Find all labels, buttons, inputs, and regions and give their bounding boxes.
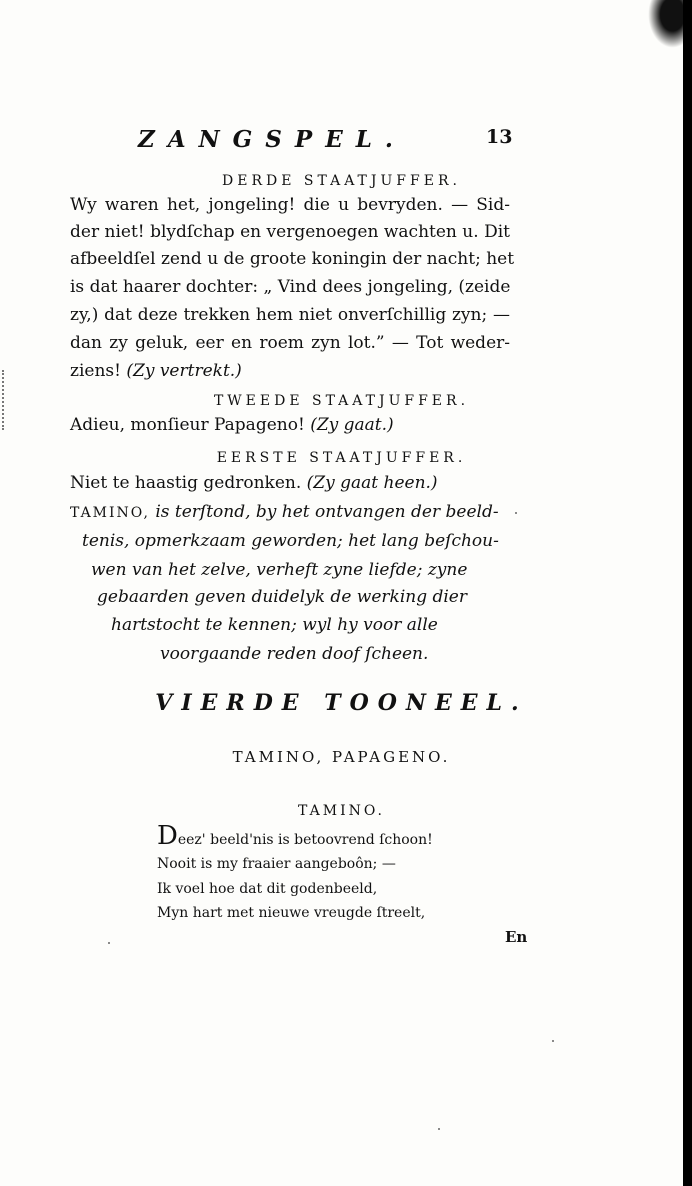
page-edge [683, 0, 692, 1186]
text-line [70, 473, 438, 493]
speaker-heading: TWEEDE STAATJUFFER. [213, 393, 470, 409]
running-title: ZANGSPEL. [138, 126, 406, 153]
text-line [70, 415, 394, 435]
drop-cap: D [157, 821, 178, 851]
page-number: 13 [486, 126, 513, 148]
verse-text: eez' beeld'nis is betoovrend ſchoon! [177, 832, 433, 848]
speck [438, 1128, 440, 1130]
stage-direction: (Zy gaat.) [310, 415, 394, 435]
speck [515, 512, 517, 514]
stage-direction: hartstocht te kennen; wyl hy voor alle [111, 615, 438, 635]
verse-line: Nooit is my fraaier aangeboôn; — [157, 856, 396, 872]
stage-direction: gebaarden geven duidelyk de werking dier [97, 587, 467, 607]
text-line: is dat haarer dochter: „ Vind dees jongeling, (zeide [70, 277, 511, 297]
stage-direction: (Zy vertrekt.) [126, 361, 242, 381]
catchword: En [505, 928, 528, 946]
scene-title: VIERDE TOONEEL. [155, 690, 528, 716]
verse-line: Ik voel hoe dat dit godenbeeld, [157, 881, 378, 897]
text-line: zy,) dat deze trekken hem niet onverſchillig zyn; — [70, 305, 510, 325]
text-line [70, 361, 242, 381]
speech-text: Niet te haastig gedronken. [70, 473, 302, 493]
verse-line: Myn hart met nieuwe vreugde ſtreelt, [157, 905, 426, 921]
text-line: der niet! blydſchap en vergenoegen wachten u. Dit [70, 222, 510, 242]
stage-direction: voorgaande reden doof ſcheen. [160, 644, 429, 664]
speech-text: Adieu, monſieur Papageno! [70, 415, 305, 435]
text-line: afbeeldſel zend u de groote koningin der nacht; het [70, 249, 515, 269]
verse-line [157, 821, 433, 851]
speck [108, 942, 110, 944]
speaker-heading: TAMINO. [298, 803, 385, 819]
ink-blot [648, 0, 683, 48]
character-name: TAMINO, [70, 505, 150, 521]
speech-text: ziens! [70, 361, 121, 381]
text-line: dan zy geluk, eer en roem zyn lot.” — Tot weder- [70, 333, 510, 353]
speaker-heading: EERSTE STAATJUFFER. [216, 450, 467, 466]
stage-direction-line [70, 502, 499, 522]
stage-direction: wen van het zelve, verheft zyne liefde; zyne [91, 560, 468, 580]
stage-direction: tenis, opmerkzaam geworden; het lang beſchou- [82, 531, 499, 551]
speck [552, 1040, 554, 1042]
cast-list: TAMINO, PAPAGENO. [232, 748, 451, 766]
stage-direction: is terſtond, by het ontvangen der beeld- [155, 502, 499, 522]
stage-direction: (Zy gaat heen.) [306, 473, 438, 493]
speaker-heading: DERDE STAATJUFFER. [222, 173, 461, 189]
running-header [0, 120, 683, 156]
text-line: Wy waren het, jongeling! die u bevryden. — Sid- [70, 195, 510, 215]
